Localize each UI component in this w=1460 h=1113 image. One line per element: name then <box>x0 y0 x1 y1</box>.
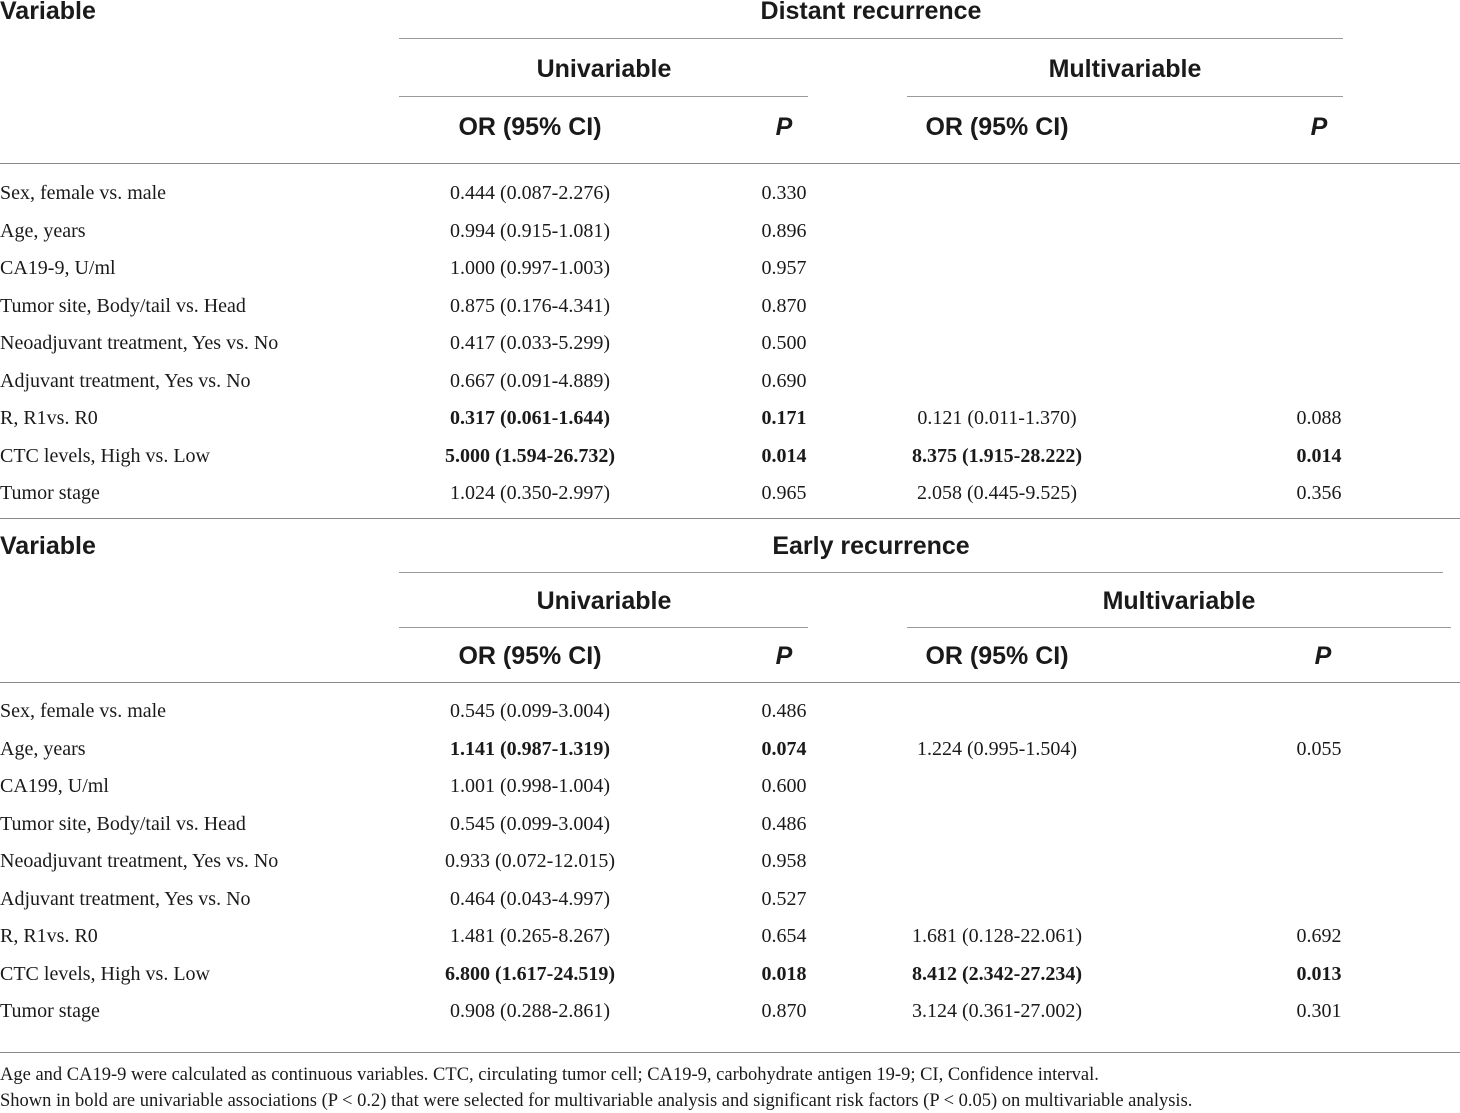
multivariable-or-cell: 8.375 (1.915-28.222) <box>912 445 1082 467</box>
univariable-p-cell: 0.486 <box>761 813 807 835</box>
uni-p-header: P <box>775 642 793 670</box>
multivariable-p-cell: 0.014 <box>1296 445 1342 467</box>
variable-cell: Neoadjuvant treatment, Yes vs. No <box>0 850 279 872</box>
multivariable-or-cell: 1.681 (0.128-22.061) <box>912 925 1082 947</box>
multivariable-or-cell: 2.058 (0.445-9.525) <box>917 482 1077 504</box>
footnote-abbreviations: Age and CA19-9 were calculated as continuous variables. CTC, circulating tumor cell; CA19-9, carbohydrate antigen 19-9; CI, Confidence interval. <box>0 1065 1099 1085</box>
univariable-or-cell: 1.481 (0.265-8.267) <box>450 925 610 947</box>
multivariable-or-cell: 1.224 (0.995-1.504) <box>917 738 1077 760</box>
variable-cell: Age, years <box>0 738 86 760</box>
multivariable-p-cell: 0.088 <box>1296 407 1342 429</box>
univariable-or-cell: 1.001 (0.998-1.004) <box>450 775 610 797</box>
multivariable-rule <box>907 96 1343 97</box>
multivariable-rule <box>907 627 1451 628</box>
univariable-or-cell: 0.875 (0.176-4.341) <box>450 295 610 317</box>
header-bottom-rule <box>0 682 1460 683</box>
variable-cell: Neoadjuvant treatment, Yes vs. No <box>0 332 279 354</box>
univariable-p-cell: 0.074 <box>761 738 807 760</box>
multivariable-or-cell: 0.121 (0.011-1.370) <box>917 407 1077 429</box>
univariable-or-cell: 0.545 (0.099-3.004) <box>450 700 610 722</box>
variable-cell: Adjuvant treatment, Yes vs. No <box>0 370 251 392</box>
univariable-or-cell: 0.667 (0.091-4.889) <box>450 370 610 392</box>
univariable-p-cell: 0.500 <box>761 332 807 354</box>
multivariable-p-cell: 0.356 <box>1296 482 1342 504</box>
multi-or-header: OR (95% CI) <box>925 113 1069 141</box>
univariable-or-cell: 0.933 (0.072-12.015) <box>445 850 615 872</box>
variable-cell: CTC levels, High vs. Low <box>0 963 210 985</box>
footnote-bold-explanation: Shown in bold are univariable associations (P < 0.2) that were selected for multivariable analysis and significant risk factors (P < 0.05) on multivariable analysis. <box>0 1091 1193 1111</box>
variable-header: Variable <box>0 532 96 560</box>
multivariable-p-cell: 0.055 <box>1296 738 1342 760</box>
univariable-p-cell: 0.958 <box>761 850 807 872</box>
multivariable-p-cell: 0.692 <box>1296 925 1342 947</box>
univariable-p-cell: 0.690 <box>761 370 807 392</box>
uni-p-header: P <box>775 113 793 141</box>
multi-p-header: P <box>1314 642 1332 670</box>
table-title: Early recurrence <box>772 532 970 560</box>
univariable-p-cell: 0.171 <box>761 407 807 429</box>
univariable-or-cell: 0.908 (0.288-2.861) <box>450 1000 610 1022</box>
univariable-p-cell: 0.957 <box>761 257 807 279</box>
variable-cell: CA19-9, U/ml <box>0 257 116 279</box>
univariable-or-cell: 1.000 (0.997-1.003) <box>450 257 610 279</box>
title-rule <box>399 38 1343 39</box>
univariable-or-cell: 0.464 (0.043-4.997) <box>450 888 610 910</box>
multi-or-header: OR (95% CI) <box>925 642 1069 670</box>
univariable-header: Univariable <box>536 55 672 83</box>
variable-cell: R, R1vs. R0 <box>0 407 98 429</box>
univariable-p-cell: 0.330 <box>761 182 807 204</box>
header-bottom-rule <box>0 163 1460 164</box>
variable-cell: Tumor stage <box>0 482 100 504</box>
univariable-or-cell: 1.141 (0.987-1.319) <box>450 738 610 760</box>
variable-header: Variable <box>0 0 96 25</box>
univariable-or-cell: 0.444 (0.087-2.276) <box>450 182 610 204</box>
univariable-or-cell: 0.417 (0.033-5.299) <box>450 332 610 354</box>
univariable-or-cell: 5.000 (1.594-26.732) <box>445 445 615 467</box>
variable-cell: Age, years <box>0 220 86 242</box>
multi-p-header: P <box>1310 113 1328 141</box>
multivariable-p-cell: 0.013 <box>1296 963 1342 985</box>
uni-or-header: OR (95% CI) <box>458 642 602 670</box>
variable-cell: Adjuvant treatment, Yes vs. No <box>0 888 251 910</box>
variable-cell: Sex, female vs. male <box>0 700 167 722</box>
univariable-header: Univariable <box>536 587 672 615</box>
univariable-p-cell: 0.896 <box>761 220 807 242</box>
univariable-p-cell: 0.014 <box>761 445 807 467</box>
univariable-or-cell: 0.317 (0.061-1.644) <box>450 407 610 429</box>
univariable-or-cell: 6.800 (1.617-24.519) <box>445 963 615 985</box>
univariable-p-cell: 0.870 <box>761 295 807 317</box>
univariable-p-cell: 0.600 <box>761 775 807 797</box>
title-rule <box>399 572 1443 573</box>
univariable-rule <box>399 627 808 628</box>
variable-cell: Tumor site, Body/tail vs. Head <box>0 295 246 317</box>
univariable-p-cell: 0.870 <box>761 1000 807 1022</box>
univariable-rule <box>399 96 808 97</box>
univariable-p-cell: 0.527 <box>761 888 807 910</box>
multivariable-or-cell: 8.412 (2.342-27.234) <box>912 963 1082 985</box>
table-separator-rule <box>0 518 1460 519</box>
univariable-p-cell: 0.018 <box>761 963 807 985</box>
univariable-p-cell: 0.654 <box>761 925 807 947</box>
table-bottom-rule <box>0 1052 1460 1053</box>
variable-cell: CA199, U/ml <box>0 775 109 797</box>
variable-cell: Tumor site, Body/tail vs. Head <box>0 813 246 835</box>
multivariable-p-cell: 0.301 <box>1296 1000 1342 1022</box>
uni-or-header: OR (95% CI) <box>458 113 602 141</box>
univariable-or-cell: 0.545 (0.099-3.004) <box>450 813 610 835</box>
variable-cell: Sex, female vs. male <box>0 182 167 204</box>
variable-cell: Tumor stage <box>0 1000 100 1022</box>
univariable-p-cell: 0.486 <box>761 700 807 722</box>
univariable-p-cell: 0.965 <box>761 482 807 504</box>
multivariable-or-cell: 3.124 (0.361-27.002) <box>912 1000 1082 1022</box>
variable-cell: R, R1vs. R0 <box>0 925 98 947</box>
multivariable-header: Multivariable <box>1102 587 1256 615</box>
table-title: Distant recurrence <box>760 0 982 25</box>
univariable-or-cell: 0.994 (0.915-1.081) <box>450 220 610 242</box>
multivariable-header: Multivariable <box>1048 55 1202 83</box>
univariable-or-cell: 1.024 (0.350-2.997) <box>450 482 610 504</box>
variable-cell: CTC levels, High vs. Low <box>0 445 210 467</box>
